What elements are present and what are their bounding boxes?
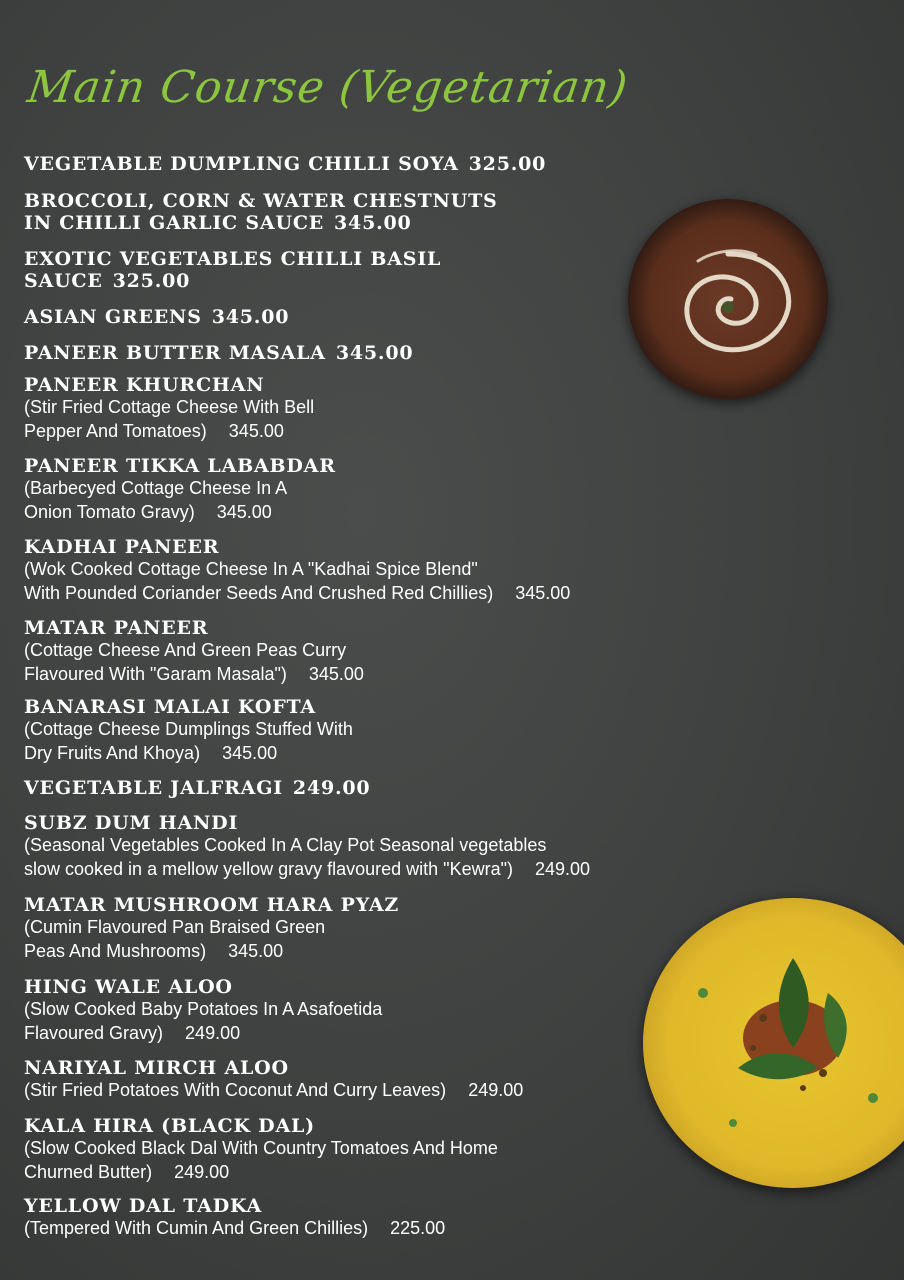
menu-item — [24, 248, 441, 292]
menu-item — [24, 812, 590, 881]
menu-item — [24, 306, 289, 328]
item-price: 249.00 — [534, 858, 591, 879]
item-name: SUBZ DUM HANDI — [24, 812, 239, 834]
item-description: (Slow Cooked Black Dal With Country Tomatoes And Home — [24, 1138, 498, 1158]
item-price: 325.00 — [468, 153, 547, 175]
item-description: (Stir Fried Cottage Cheese With Bell — [24, 397, 315, 417]
item-name: HING WALE ALOO — [24, 976, 233, 998]
menu-item — [24, 536, 570, 605]
item-description: Flavoured With "Garam Masala") 345.00 — [24, 663, 364, 684]
item-description: Dry Fruits And Khoya) 345.00 — [24, 742, 278, 763]
item-name: BROCCOLI, CORN & WATER CHESTNUTS — [24, 190, 498, 212]
item-price: 325.00 — [112, 270, 191, 292]
item-name: KALA HIRA (BLACK DAL) — [24, 1115, 315, 1137]
item-name: PANEER TIKKA LABABDAR — [24, 455, 336, 477]
item-name: ASIAN GREENS 345.00 — [24, 306, 290, 328]
item-description: (Tempered With Cumin And Green Chillies) 225.00 — [24, 1218, 446, 1238]
menu-item — [24, 455, 336, 524]
item-description: (Slow Cooked Baby Potatoes In A Asafoetida — [24, 999, 383, 1019]
item-name: YELLOW DAL TADKA — [24, 1195, 263, 1217]
item-price: 345.00 — [222, 742, 278, 763]
menu-item — [24, 696, 353, 765]
item-name: MATAR MUSHROOM HARA PYAZ — [24, 894, 400, 916]
item-description: Peas And Mushrooms) 345.00 — [24, 940, 284, 961]
menu-item — [24, 153, 546, 175]
menu-item — [24, 617, 364, 686]
item-description: (Wok Cooked Cottage Cheese In A "Kadhai Spice Blend" — [24, 559, 478, 579]
menu-item — [24, 1195, 445, 1241]
item-description: Onion Tomato Gravy) 345.00 — [24, 501, 272, 522]
item-name: NARIYAL MIRCH ALOO — [24, 1057, 289, 1079]
item-description: (Cottage Cheese And Green Peas Curry — [24, 640, 347, 660]
item-name: VEGETABLE DUMPLING CHILLI SOYA 325.00 — [24, 153, 547, 175]
item-price: 249.00 — [292, 777, 371, 799]
item-description: (Stir Fried Potatoes With Coconut And Curry Leaves) 249.00 — [24, 1080, 524, 1100]
menu-item — [24, 190, 498, 234]
menu-item — [24, 976, 382, 1045]
item-description: Flavoured Gravy) 249.00 — [24, 1022, 241, 1043]
item-price: 249.00 — [174, 1161, 230, 1182]
item-price: 345.00 — [308, 663, 364, 684]
item-description: (Cottage Cheese Dumplings Stuffed With — [24, 719, 353, 739]
menu-item — [24, 374, 314, 443]
item-description: Pepper And Tomatoes) 345.00 — [24, 420, 284, 441]
item-description: (Barbecyed Cottage Cheese In A — [24, 478, 288, 498]
item-name: PANEER BUTTER MASALA 345.00 — [24, 342, 414, 364]
item-description: (Cumin Flavoured Pan Braised Green — [24, 917, 326, 937]
item-description: Churned Butter) 249.00 — [24, 1161, 230, 1182]
item-description: With Pounded Coriander Seeds And Crushed Red Chillies) 345.00 — [24, 582, 571, 603]
menu-item — [24, 777, 370, 799]
item-name: BANARASI MALAI KOFTA — [24, 696, 316, 718]
page-title: Main Course (Vegetarian) — [24, 62, 632, 113]
menu-item — [24, 1115, 498, 1184]
item-name: EXOTIC VEGETABLES CHILLI BASIL — [24, 248, 442, 270]
menu-item — [24, 894, 399, 963]
item-price: 345.00 — [335, 342, 414, 364]
item-price: 345.00 — [228, 940, 284, 961]
item-name: SAUCE 325.00 — [24, 270, 191, 292]
item-name: MATAR PANEER — [24, 617, 209, 639]
item-name: IN CHILLI GARLIC SAUCE 345.00 — [24, 212, 412, 234]
item-description: slow cooked in a mellow yellow gravy flavoured with "Kewra") 249.00 — [24, 858, 591, 879]
item-name: VEGETABLE JALFRAGI 249.00 — [24, 777, 371, 799]
item-description: (Seasonal Vegetables Cooked In A Clay Pot Seasonal vegetables — [24, 835, 547, 855]
item-name: KADHAI PANEER — [24, 536, 220, 558]
item-price: 345.00 — [216, 501, 272, 522]
item-price: 345.00 — [211, 306, 290, 328]
item-price: 249.00 — [185, 1022, 241, 1043]
menu-item — [24, 1057, 523, 1103]
item-name: PANEER KHURCHAN — [24, 374, 265, 396]
item-price: 345.00 — [228, 420, 284, 441]
item-price: 345.00 — [515, 582, 571, 603]
item-price: 249.00 — [468, 1080, 524, 1100]
item-price: 345.00 — [334, 212, 412, 234]
menu-item — [24, 342, 413, 364]
item-price: 225.00 — [390, 1218, 446, 1238]
